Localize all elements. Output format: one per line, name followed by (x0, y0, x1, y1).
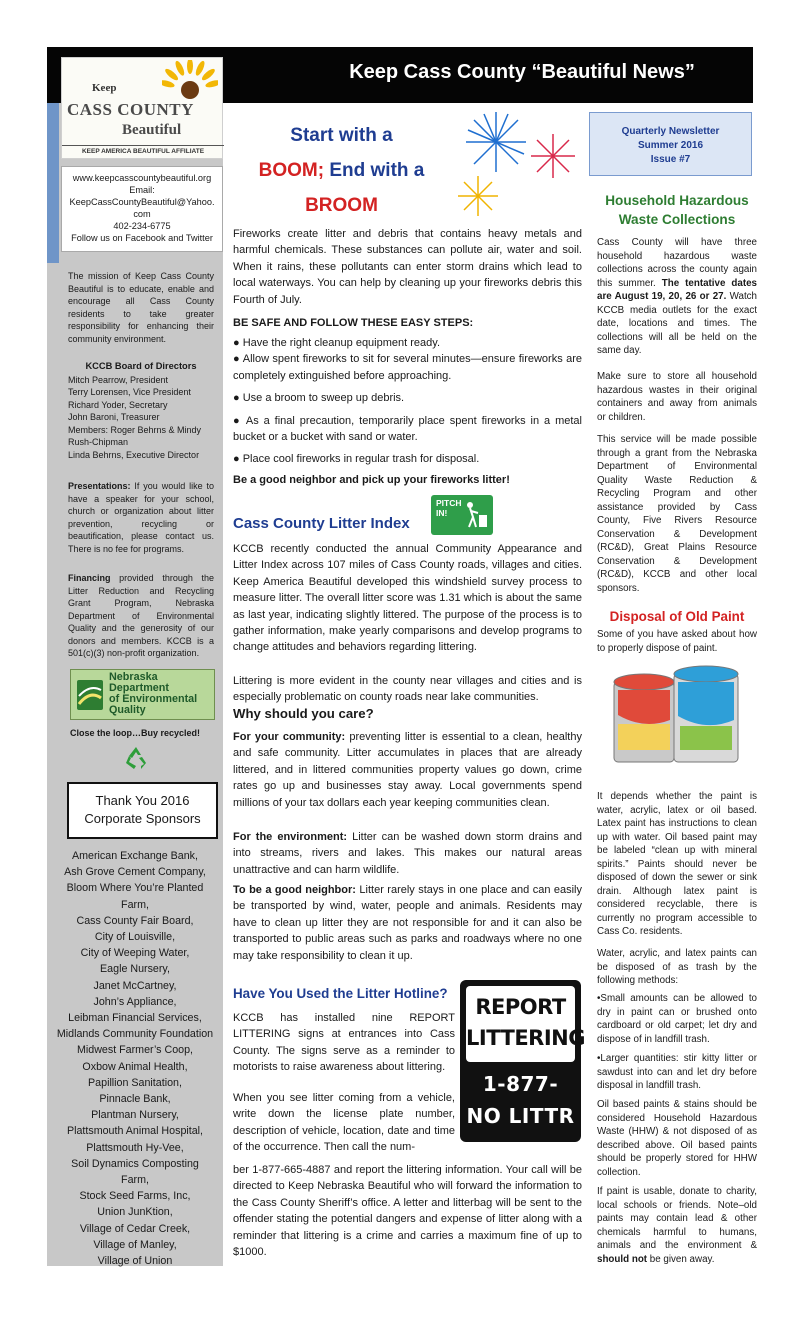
sponsor-item: American Exchange Bank, (72, 850, 198, 862)
logo-cass-county: CASS COUNTY (67, 100, 194, 119)
board-member: Terry Lorensen, Vice President (68, 387, 191, 397)
sign-line: NO LITTR (466, 1104, 575, 1128)
email-address-1[interactable]: KeepCassCountyBeautiful@Yahoo. (69, 197, 215, 207)
litter-index-p2: Littering is more evident in the county near villages and cities and is especially problematic on county roads near lake communities. (233, 675, 582, 704)
step-item: ● Have the right cleanup equipment ready. (233, 337, 441, 349)
sponsor-item: Midwest Farmer’s Coop, (76, 1044, 193, 1057)
hhw-p2: Make sure to store all household hazardous wastes in their original containers and away from animals or children. (597, 371, 757, 423)
hotline-p1: KCCB has installed nine REPORT LITTERING signs at entrances into Cass County. The signs serve as a reminder to motorists to raise awareness about littering. (233, 1012, 455, 1074)
pitch-in-label: PITCH IN! (436, 498, 462, 518)
ndeq-name (109, 672, 214, 716)
nebraska-map-icon (75, 676, 105, 714)
sign-lower (464, 1068, 577, 1132)
recycle-icon (123, 745, 149, 771)
ndeq-line: Quality (109, 704, 146, 716)
sponsors-title-line2: Corporate Sponsors (84, 811, 201, 826)
board-member: Linda Behrns, Executive Director (68, 449, 200, 460)
boom-word: BOOM; (258, 160, 325, 181)
trash-person-icon (464, 501, 488, 529)
paint-p4: •Larger quantities: stir kitty litter or sawdust into can and let dry before disposal in landfill trash. (597, 1053, 757, 1091)
sponsor-item: Village of Cedar Creek, (79, 1222, 191, 1235)
sponsor-item: Papillion Sanitation, (88, 1076, 182, 1089)
step-item: ● Place cool fireworks in regular trash for disposal. (233, 453, 480, 466)
step-item: ● Use a broom to sweep up debris. (233, 392, 405, 405)
neighbor-para (233, 882, 582, 964)
boom-title-line1: Start with a (290, 125, 393, 146)
sponsor-item: Bloom Where You’re Planted (66, 882, 204, 895)
hhw-heading (597, 191, 757, 229)
hhw-p1 (597, 236, 757, 358)
board-member: Members: Roger Behrns & Mindy Rush-Chipman (68, 424, 202, 447)
ndeq-line: Department (109, 682, 169, 694)
neighbor-label: To be a good neighbor: (233, 884, 356, 896)
sponsor-item: Janet McCartney, (93, 979, 177, 992)
board-member: John Baroni, Treasurer (68, 412, 160, 422)
sponsor-item: Village of Union (97, 1255, 173, 1268)
litter-index-p1: KCCB recently conducted the annual Community Appearance and Litter Index across 107 miles of Cass County roads, villages and cities. Keep America Beautiful developed this windshield survey process to measure litter. The overall litter score was 1.31 which is about the same as last year, indicating slightly littered. The purpose of the process is to gather information, make yearly comparisons and develop programs to change attitudes and behaviors regarding littering. (233, 543, 582, 654)
litter-index-heading: Cass County Litter Index (233, 515, 410, 532)
sponsor-item: Cass County Fair Board, (76, 914, 194, 927)
financing-text: provided through the Litter Reduction and Recycling Grant Program, Nebraska Department of Environmental Quality and the generosity of our donors and members. KCCB is a 501(c)(3) non-profit organization. (68, 573, 214, 658)
board-of-directors (68, 360, 214, 461)
paint-cans-icon (608, 660, 748, 775)
financing-label: Financing (68, 573, 111, 583)
sponsor-item: Plantman Nursery, (91, 1109, 179, 1122)
logo-beautiful: Beautiful (122, 122, 182, 138)
issue-info-box (589, 112, 752, 176)
close-loop-slogan: Close the loop…Buy recycled! (69, 728, 201, 738)
paint-should-not: should not (597, 1253, 648, 1265)
sponsor-item: Farm, (121, 1174, 149, 1187)
sign-upper (466, 986, 585, 1062)
community-label: For your community: (233, 731, 346, 743)
ndeq-line: of Environmental (109, 693, 198, 705)
sponsor-item: Soil Dynamics Composting (71, 1157, 199, 1170)
sponsors-title-line1: Thank You 2016 (95, 793, 190, 808)
hhw-title-line2: Waste Collections (618, 212, 736, 227)
why-care-heading: Why should you care? (233, 706, 374, 721)
environment-para (233, 829, 582, 878)
presentations-info (68, 480, 214, 555)
sponsors-title-box (67, 782, 218, 839)
sponsor-item: Midlands Community Foundation (56, 1028, 214, 1041)
sign-line: LITTERING (466, 1026, 585, 1050)
hhw-dates: The tentative dates are August 19, 20, 26 or 27. (597, 277, 757, 302)
newsletter-title: Keep Cass County “Beautiful News” (349, 61, 695, 83)
fireworks-icon (448, 104, 583, 224)
sign-line: REPORT (475, 995, 566, 1019)
issue-line: Summer 2016 (637, 140, 704, 151)
website-link[interactable]: www.keepcasscountybeautiful.org (72, 173, 212, 183)
sponsor-item: Ash Grove Cement Company, (64, 866, 206, 879)
sponsor-item: Union JunKtion, (97, 1206, 173, 1219)
hhw-p1-text: Cass County will have three household hazardous waste collections across the county again this summer. (597, 237, 757, 289)
boom-intro: Fireworks create litter and debris that contains heavy metals and harmful chemicals. These substances can pollute air, water and soil. When it rains, these pollutants can enter storm drains which lead to local waterways. You can help by cleaning up your fireworks debris this Fourth of July. (233, 228, 582, 306)
logo-affiliate: KEEP AMERICA BEAUTIFUL AFFILIATE (62, 145, 224, 155)
paint-p6 (597, 1185, 757, 1266)
sponsor-item: Oxbow Animal Health, (82, 1060, 188, 1073)
board-member: Richard Yoder, Secretary (68, 399, 168, 410)
board-title: KCCB Board of Directors (85, 361, 197, 371)
ndeq-line: Nebraska (109, 671, 158, 683)
hhw-title-line1: Household Hazardous (605, 193, 749, 208)
neighbor-text: Litter rarely stays in one place and can easily be transported by wind, water, people and animals. Residents may have to clean up litter they are not responsible for and it can also be transported to public areas such as parks and roadways where no one may take responsibility to clean it up. (233, 884, 582, 962)
presentations-text: If you would like to have a speaker for your school, church or organization about litter prevention, recycling or beautification, please contact us. There is no fee for programs. (68, 481, 214, 554)
ndeq-logo (70, 669, 215, 720)
sponsor-item: John’s Appliance, (93, 995, 177, 1008)
paint-p1: It depends whether the paint is water, acrylic, latex or oil based. Latex paint has instructions to clean up with water. Oil based paint may be labeled “clean up with mineral spirits.” Paints should never be disposed of down the sewer or sink drain. Although latex paint is considered recyclable, there is currently no program accessible to Cass Co. residents. (597, 791, 757, 937)
contact-box (61, 166, 223, 252)
sponsor-item: Pinnacle Bank, (99, 1093, 171, 1106)
boom-article-title (234, 118, 449, 223)
community-para (233, 729, 582, 811)
sponsor-item: Plattsmouth Hy-Vee, (86, 1141, 184, 1154)
financing-info (68, 572, 214, 660)
paint-p6-text: If paint is usable, donate to charity, local schools or friends. Note–old paints may contain lead & other chemicals harmful to humans, animals and the environment & (597, 1186, 757, 1251)
sponsor-item: Village of Manley, (93, 1238, 177, 1251)
paint-intro: Some of you have asked about how to properly dispose of paint. (597, 629, 757, 654)
pitch-in-logo (431, 495, 493, 535)
sponsor-item: Stock Seed Farms, Inc, (79, 1190, 191, 1203)
issue-line: Issue #7 (650, 154, 691, 165)
sidebar-accent (47, 103, 59, 263)
paint-p5: Oil based paints & stains should be considered Household Hazardous Waste (HHW) & not disposed of as described above. Oil based paints should be properly stored for HHW collection. (597, 1099, 757, 1178)
hotline-p2b: ber 1-877-665-4887 and report the littering information. Your call will be directed to Keep Nebraska Beautiful who will forward the information to the Cass County Sheriff’s office. A letter and litterbag will be sent to the offender stating the potential dangers and expense of litter along with a reminder that littering is a crime and carries a maximum fine of up to $1000. (233, 1164, 582, 1259)
hotline-heading: Have You Used the Litter Hotline? (233, 986, 448, 1001)
email-label: Email: (129, 185, 155, 195)
hotline-p2a: When you see litter coming from a vehicle, write down the license plate number, description of vehicle, location, date and time of the occurrence. Then call the num- (233, 1092, 455, 1154)
steps-heading: BE SAFE AND FOLLOW THESE EASY STEPS: (233, 317, 474, 329)
phone-number: 402-234-6775 (113, 221, 171, 231)
sponsor-item: City of Louisville, (94, 931, 176, 944)
step-item: ● Allow spent fireworks to sit for several minutes—ensure fireworks are completely extinguished before approaching. (233, 353, 582, 382)
presentations-label: Presentations: (68, 481, 131, 491)
paint-heading: Disposal of Old Paint (609, 609, 745, 624)
boom-closing: Be a good neighbor and pick up your fireworks litter! (233, 474, 510, 486)
sponsor-list (52, 848, 218, 1269)
steps-list (233, 335, 582, 468)
sponsor-item: Farm, (121, 898, 149, 911)
board-member: Mitch Pearrow, President (68, 374, 169, 385)
mission-statement: The mission of Keep Cass County Beautiful is to educate, enable and encourage all Cass County residents to take greater responsibility for enhancing their community environment. (68, 271, 214, 344)
kccb-logo (61, 57, 223, 159)
paint-p2: Water, acrylic, and latex paints can be disposed of as trash by the following methods: (597, 948, 757, 986)
environment-text: Litter can be washed down storm drains and into streams, rivers and lakes. This makes our natural areas unattractive and can harm wildlife. (233, 831, 582, 876)
boom-title-line3: BROOM (305, 195, 378, 216)
hhw-p1-rest: Watch KCCB media outlets for the exact date, locations and times. The collections will all be held on the same day. (597, 291, 758, 356)
community-text: preventing litter is essential to a clean, healthy and safe community. Litter accumulates in places that are already littered, and in littered communities property values go down, crime rates go up and businesses stay away. Local governments spend millions of your tax dollars each year keeping communities clean. (233, 731, 582, 809)
step-item: ● As a final precaution, temporarily place spent fireworks in a metal bucket or a bucket with sand or water. (233, 414, 582, 444)
boom-title-rest: End with a (324, 160, 425, 181)
logo-keep: Keep (92, 82, 117, 94)
issue-line: Quarterly Newsletter (621, 126, 720, 137)
report-littering-sign (460, 980, 585, 1142)
sponsor-item: Plattsmouth Animal Hospital, (66, 1125, 204, 1138)
boom-title-line2 (234, 153, 449, 188)
sponsor-item: Eagle Nursery, (100, 963, 170, 976)
environment-label: For the environment: (233, 831, 348, 843)
paint-p3: •Small amounts can be allowed to dry in paint can or brushed onto cardboard or old carpet; let dry and dispose of in landfill trash. (597, 993, 757, 1045)
sponsor-item: City of Weeping Water, (80, 947, 190, 960)
sponsor-item: Leibman Financial Services, (68, 1012, 202, 1025)
hhw-p3: This service will be made possible through a grant from the Nebraska Department of Environmental Quality Waste Reduction & Recycling Program and other assistance provided by Cass County, Five Rivers Resource Conservation & Development (RC&D), Great Plains Resource Conservation & Development (RC&D), KCCB and other local sponsors. (597, 434, 757, 594)
social-text: Follow us on Facebook and Twitter (71, 233, 213, 243)
sign-line: 1-877- (482, 1072, 559, 1096)
paint-p6-end: be given away. (647, 1253, 715, 1265)
email-address-2[interactable]: com (133, 209, 151, 219)
